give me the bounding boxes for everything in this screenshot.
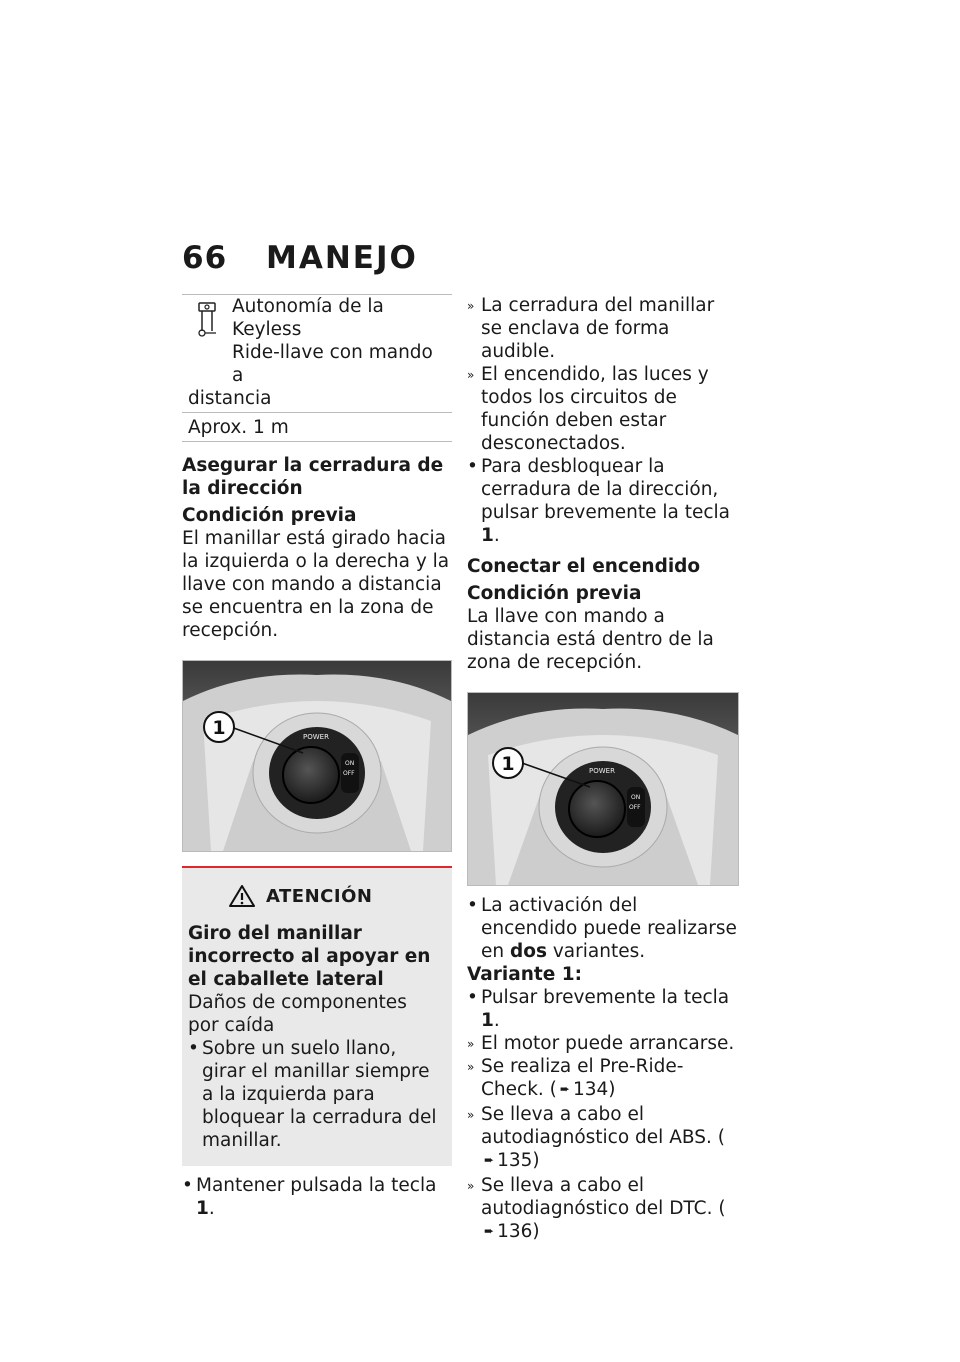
ignition-switch-figure-2: [467, 692, 739, 886]
arrow-right-icon: ➨: [484, 1224, 495, 1238]
spec-head: [182, 295, 452, 413]
callout-1: 1: [212, 717, 226, 739]
ignition-switch-figure: [182, 660, 452, 852]
section-title-lock: Asegurar la cerradura de la dirección: [182, 455, 444, 499]
left-column: [182, 294, 452, 1220]
spec-value: Aprox. 1 m: [188, 417, 289, 438]
variant-result-3: » Se lleva a cabo el autodiagnóstico del ABS. (➨ 135): [467, 1104, 725, 1171]
variant-result-2: » Se realiza el Pre-Ride-Check. ( ➨ 134): [467, 1056, 684, 1100]
chapter-title: MANEJO: [266, 240, 418, 276]
spec-head-line1: Autonomía de la Keyless: [232, 296, 384, 340]
variant-result-1: » El motor puede arrancarse.: [467, 1033, 735, 1054]
page-ref-link[interactable]: 134: [572, 1079, 609, 1100]
right-column: [467, 294, 739, 1245]
section-title-ignition: Conectar el encendido: [467, 556, 701, 577]
on-label: ON: [345, 760, 355, 767]
off-label: OFF: [343, 770, 355, 777]
warning-triangle-icon: [228, 884, 256, 908]
ignition-precondition-text: La llave con mando a distancia está dentro de la zona de recepción.: [467, 606, 714, 673]
variant-step: • Pulsar brevemente la tecla 1.: [467, 987, 730, 1031]
arrow-right-icon: ➨: [484, 1153, 495, 1167]
page-number: 66: [182, 240, 228, 276]
ignition-precondition-label: Condición previa: [467, 583, 642, 604]
arrow-right-icon: ➨: [559, 1082, 570, 1096]
warning-title: Giro del manillar incorrecto al apoyar en el caballete lateral: [188, 923, 431, 990]
warning-box: [182, 866, 452, 1166]
ignition-switch-photo-2: [468, 693, 738, 885]
spec-head-line2: Ride-llave con mando a: [232, 342, 433, 386]
on-label-2: ON: [631, 794, 641, 801]
power-label-2: POWER: [589, 767, 615, 775]
precondition-text: El manillar está girado hacia la izquierda o la derecha y la llave con mando a distancia se encuentra en la zona de recepción.: [182, 528, 450, 641]
off-label-2: OFF: [629, 804, 641, 811]
callout-1-b: 1: [501, 753, 515, 775]
lock-step: • Mantener pulsada la tecla 1.: [182, 1175, 437, 1219]
power-label: POWER: [303, 733, 329, 741]
lock-result-2: » El encendido, las luces y todos los circuitos de función deben estar desconectados.: [467, 364, 709, 454]
key-remote-icon: [196, 301, 218, 337]
page-ref-link[interactable]: 136: [497, 1221, 533, 1242]
variant-result-4: » Se lleva a cabo el autodiagnóstico del DTC. (➨ 136): [467, 1175, 726, 1242]
lock-result-1: » La cerradura del manillar se enclava de forma audible.: [467, 295, 715, 362]
spec-head-line3: distancia: [188, 388, 272, 409]
unlock-step: • Para desbloquear la cerradura de la dirección, pulsar brevemente la tecla 1.: [467, 456, 731, 546]
warning-step: • Sobre un suelo llano, girar el manillar siempre a la izquierda para bloquear la cerradura del manillar.: [188, 1038, 437, 1151]
page-ref-link[interactable]: 135: [497, 1150, 533, 1171]
spec-table: [182, 294, 452, 442]
ignition-switch-photo: [183, 661, 451, 851]
precondition-label: Condición previa: [182, 505, 357, 526]
variant-label: Variante 1:: [467, 964, 583, 985]
warning-heading: ATENCIÓN: [266, 885, 373, 907]
warning-consequence: Daños de componentes por caída: [188, 992, 407, 1036]
ignition-intro: • La activación del encendido puede realizarse en dos variantes.: [467, 895, 737, 962]
